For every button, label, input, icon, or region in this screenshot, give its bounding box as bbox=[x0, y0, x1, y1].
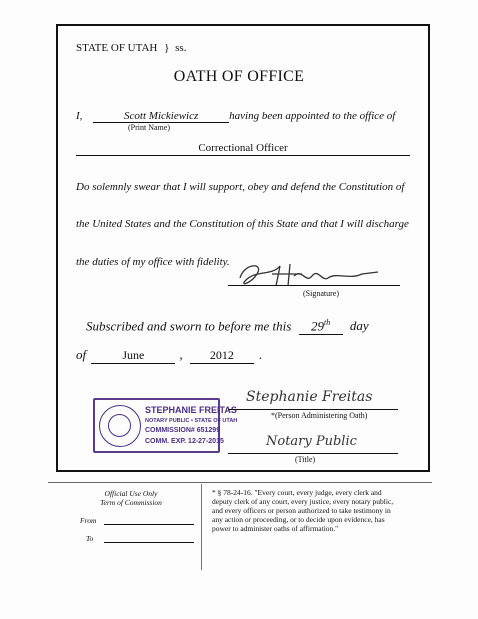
print-name-field: Scott Mickiewicz bbox=[93, 110, 229, 123]
title-line bbox=[228, 453, 398, 454]
title-caption: (Title) bbox=[295, 455, 316, 464]
from-label: From bbox=[80, 516, 97, 525]
stamp-expiration: COMM. EXP. 12-27-2015 bbox=[145, 438, 224, 445]
oath-text-line-3: the duties of my office with fidelity. bbox=[76, 256, 230, 268]
signature-caption: (Signature) bbox=[303, 289, 339, 298]
stamp-line-2: NOTARY PUBLIC • STATE OF UTAH bbox=[145, 418, 238, 424]
bottom-divider bbox=[48, 482, 432, 483]
statute-line-2: deputy clerk of any court, every justice, every notary public, bbox=[212, 497, 394, 506]
day-number: 29 bbox=[310, 318, 324, 334]
day-label: day bbox=[349, 318, 369, 334]
oath-text-line-1: Do solemnly swear that I will support, obey and defend the Constitution of bbox=[76, 181, 405, 193]
term-heading: Term of Commission bbox=[100, 498, 162, 507]
page-title: OATH OF OFFICE bbox=[173, 68, 305, 85]
comma: , bbox=[179, 347, 183, 362]
administering-signature: Stephanie Freitas bbox=[246, 389, 373, 405]
brace: } bbox=[164, 42, 170, 54]
period: . bbox=[259, 347, 263, 362]
stamp-commission: COMMISSION# 651299 bbox=[145, 427, 221, 434]
statute-line-3: and every officers or person authorized to take testimony in bbox=[212, 506, 391, 515]
subscribed-line bbox=[86, 318, 369, 335]
statute-line-5: power to administer oaths of affirmation." bbox=[212, 524, 339, 533]
subscribed-prefix: Subscribed and sworn to before me this bbox=[86, 318, 292, 334]
i-prefix: I, bbox=[76, 110, 83, 122]
signature-line bbox=[228, 285, 400, 286]
date-line bbox=[76, 347, 262, 364]
to-label: To bbox=[86, 534, 94, 543]
administering-line bbox=[228, 409, 398, 410]
of-label: of bbox=[76, 347, 87, 362]
year-field: 2012 bbox=[190, 348, 254, 364]
oath-text-line-2: the United States and the Constitution of this State and that I will discharge bbox=[76, 218, 409, 230]
column-divider bbox=[201, 484, 202, 570]
day-suffix: th bbox=[323, 318, 331, 327]
officer-signature-icon bbox=[232, 258, 382, 292]
statute-line-1: * § 78-24-16. "Every court, every judge, every clerk and bbox=[212, 488, 382, 497]
appointment-suffix: having been appointed to the office of bbox=[229, 110, 396, 122]
month-field: June bbox=[91, 348, 175, 364]
appointment-line bbox=[76, 110, 395, 123]
to-field[interactable] bbox=[104, 542, 194, 543]
ss-label: ss. bbox=[175, 42, 187, 54]
state-heading bbox=[76, 42, 186, 54]
official-use-heading: Official Use Only bbox=[104, 489, 158, 498]
state-seal-icon bbox=[99, 405, 141, 447]
from-field[interactable] bbox=[104, 524, 194, 525]
administering-caption: *(Person Administering Oath) bbox=[271, 411, 368, 420]
state-label: STATE OF UTAH bbox=[76, 42, 158, 54]
print-name-caption: (Print Name) bbox=[128, 123, 170, 132]
office-underline bbox=[76, 155, 410, 156]
stamp-name: STEPHANIE FREITAS bbox=[145, 405, 237, 415]
office-field: Correctional Officer bbox=[198, 142, 288, 154]
statute-line-4: any action or proceeding, or to decide upon evidence, has bbox=[212, 515, 385, 524]
day-field bbox=[299, 318, 343, 335]
statute-text bbox=[212, 488, 393, 533]
notary-stamp bbox=[93, 398, 238, 453]
title-signature: Notary Public bbox=[266, 434, 357, 449]
